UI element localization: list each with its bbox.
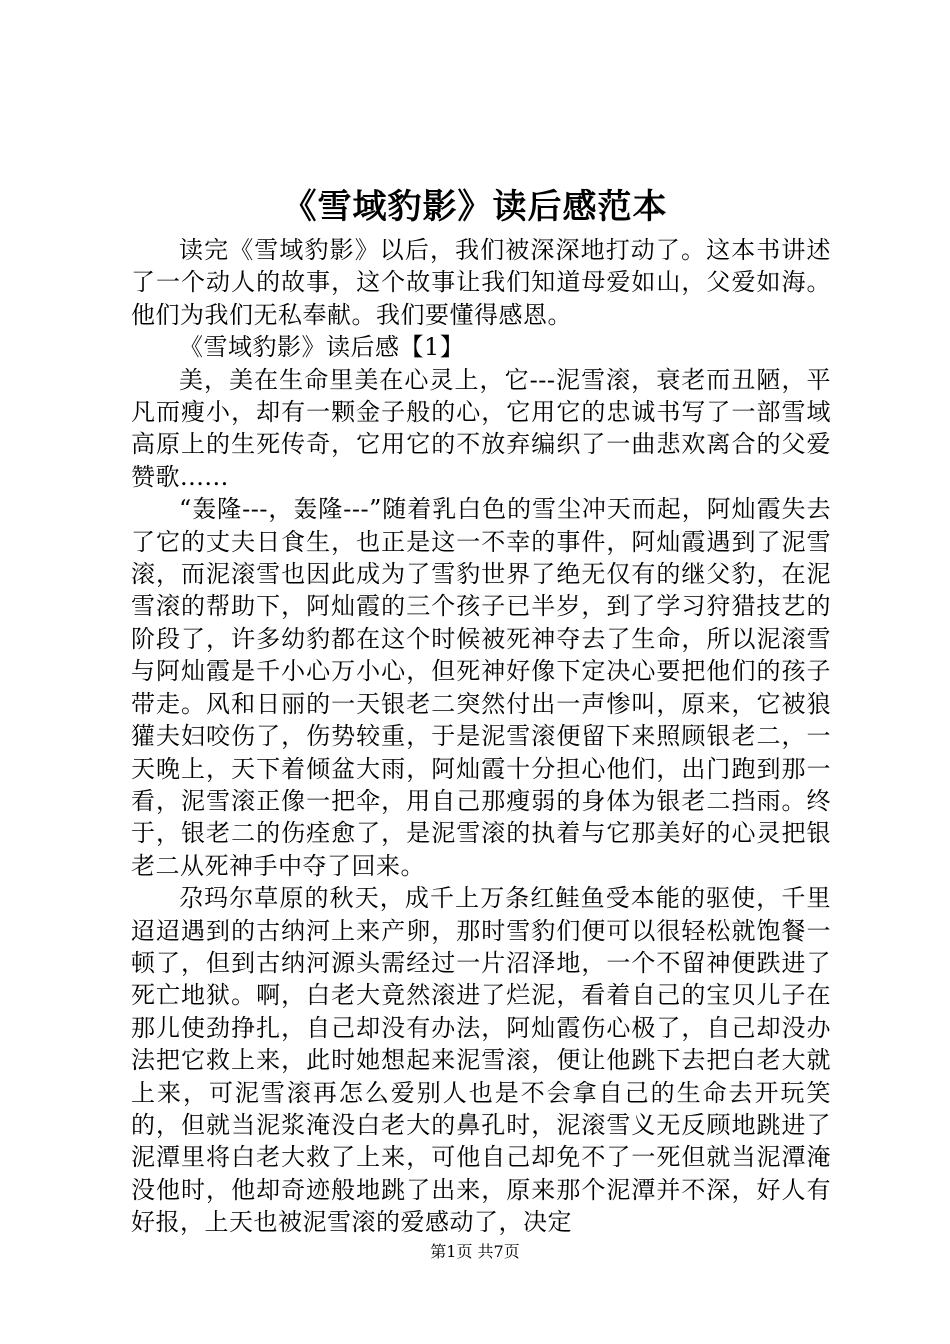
paragraph: “轰隆---，轰隆---”随着乳白色的雪尘冲天而起，阿灿霞失去了它的丈夫日食生，也正是这一不幸的事件，阿灿霞遇到了泥雪滚，而泥滚雪也因此成为了雪豹世界了绝无仅有的继父豹，在泥雪滚的帮助下，阿灿霞的三个孩子已半岁，到了学习狩猎技艺的阶段了，许多幼豹都在这个时候被死神夺去了生命，所以泥滚雪与阿灿霞是千小心万小心，但死神好像下定决心要把他们的孩子带走。风和日丽的一天银老二突然付出一声惨叫，原来，它被狼獾夫妇咬伤了，伤势较重，于是泥雪滚便留下来照顾银老二，一天晚上，天下着倾盆大雨，阿灿霞十分担心他们，出门跑到那一看，泥雪滚正像一把伞，用自己那瘦弱的身体为银老二挡雨。终于，银老二的伤痊愈了，是泥雪滚的执着与它那美好的心灵把银老二从死神手中夺了回来。	[131, 495, 831, 880]
document-title: 《雪域豹影》读后感范本	[282, 187, 668, 227]
paragraph: 尕玛尔草原的秋天，成千上万条红鲑鱼受本能的驱使，千里迢迢遇到的古纳河上来产卵，那时雪豹们便可以很轻松就饱餐一顿了，但到古纳河源头需经过一片沼泽地，一个不留神便跌进了死亡地狱。啊，白老大竟然滚进了烂泥，看着自己的宝贝儿子在那儿使劲挣扎，自己却没有办法，阿灿霞伤心极了，自己却没办法把它救上来，此时她想起来泥雪滚，便让他跳下去把白老大就上来，可泥雪滚再怎么爱别人也是不会拿自己的生命去开玩笑的，但就当泥浆淹没白老大的鼻孔时，泥滚雪义无反顾地跳进了泥潭里将白老大救了上来，可他自己却免不了一死但就当泥潭淹没他时，他却奇迹般地跳了出来，原来那个泥潭并不深，好人有好报，上天也被泥雪滚的爱感动了，决定	[131, 884, 831, 1237]
section-heading: 《雪域豹影》读后感【1】	[179, 333, 465, 362]
document-body	[131, 234, 831, 1239]
page-number-footer: 第1页 共7页	[430, 1242, 520, 1261]
paragraph-intro: 读完《雪域豹影》以后，我们被深深地打动了。这本书讲述了一个动人的故事，这个故事让我们知道母爱如山，父爱如海。他们为我们无私奉献。我们要懂得感恩。	[131, 236, 831, 329]
paragraph: 美，美在生命里美在心灵上，它---泥雪滚，衰老而丑陋，平凡而瘦小，却有一颗金子般的心，它用它的忠诚书写了一部雪域高原上的生死传奇，它用它的不放弃编织了一曲悲欢离合的父爱赞歌......	[131, 365, 831, 491]
